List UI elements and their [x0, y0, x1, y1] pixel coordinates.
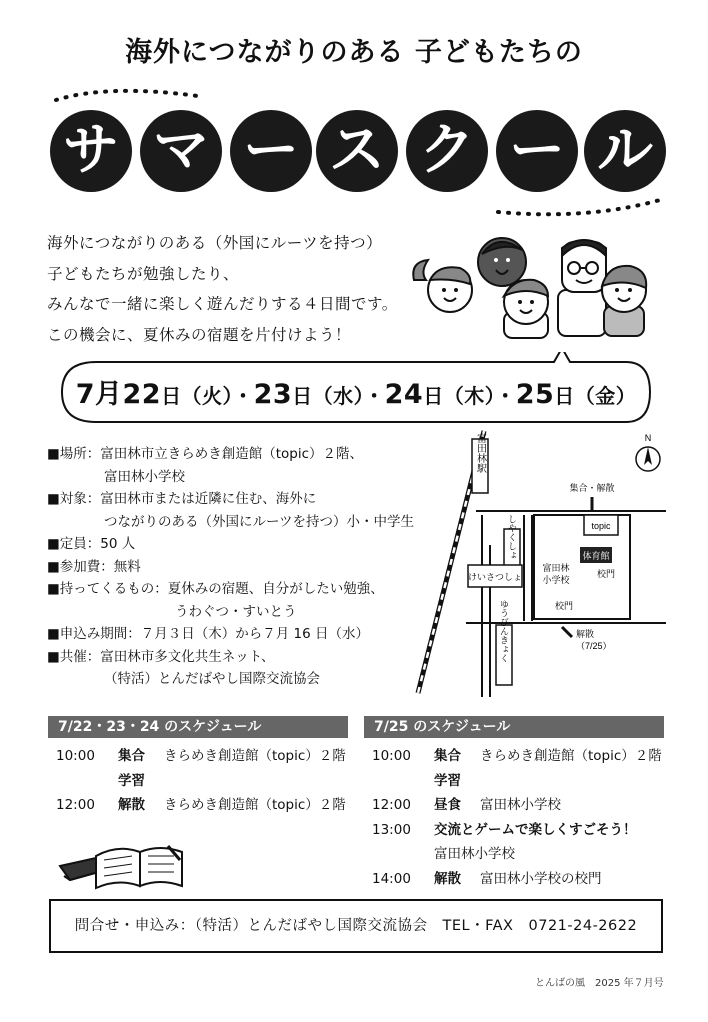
dismiss-arrow: [562, 627, 572, 637]
title-char-circle: ク: [406, 110, 488, 192]
detail-venue: ■場所：富田林市立きらめき創造館（topic）２階、: [47, 446, 364, 462]
schedule-row: 富田林小学校: [434, 846, 515, 862]
children-illustration: [408, 232, 668, 342]
access-map: [412, 425, 668, 697]
detail-target-2: つながりのある（外国にルーツを持つ）小・中学生: [104, 513, 414, 530]
title-banner: [48, 88, 668, 218]
intro-line: 子どもたちが勉強したり、: [47, 264, 240, 283]
dismiss-label: 解散: [576, 629, 595, 639]
north-label: N: [644, 433, 652, 443]
city-hall-label: しやくしょ: [507, 514, 517, 560]
detail-host: ■共催：富田林市多文化共生ネット、: [47, 648, 275, 665]
schedule-row: 12:00 解散 きらめき創造館（topic）２階: [56, 797, 346, 813]
dismiss-date-label: （7/25）: [576, 641, 612, 651]
title-char-circle: マ: [140, 110, 222, 192]
schedule-row: 13:00 交流とゲームで楽しくすごそう！: [372, 821, 637, 838]
schedule-row: 12:00 昼食 富田林小学校: [372, 797, 561, 813]
title-char-circle: ス: [316, 110, 398, 192]
intro-line: この機会に、夏休みの宿題を片付けよう！: [47, 325, 352, 344]
detail-bring-2: うわぐつ・すいとう: [175, 603, 297, 620]
schedule-b-heading: 7/25 のスケジュール: [364, 716, 664, 738]
gate-label-east: 校門: [596, 569, 616, 579]
subtitle: 海外につながりのある 子どもたちの: [125, 37, 583, 68]
police-label: けいさつしょ: [467, 572, 523, 582]
intro-text: [47, 228, 407, 350]
school-label-2: 小学校: [542, 575, 570, 585]
detail-target: ■対象：富田林市または近隣に住む、海外に: [47, 491, 317, 507]
schedule-row: 学習: [434, 772, 461, 789]
title-char-circle: サ: [50, 110, 132, 192]
school-label-1: 富田林: [542, 563, 570, 573]
footer-publication: とんばの風 2025 年７月号: [535, 978, 664, 989]
assembly-label: 集合・解散: [569, 483, 615, 493]
schedule-row: 10:00 集合 きらめき創造館（topic）２階: [372, 748, 662, 764]
detail-fee: ■参加費：無料: [47, 558, 141, 575]
event-dates: 7月22日（火）・23日（水）・24日（木）・25日（金）: [75, 379, 637, 410]
event-details: [47, 443, 437, 691]
schedule-a: [56, 744, 356, 818]
detail-bring: ■持ってくるもの：夏休みの宿題、自分がしたい勉強、: [47, 581, 384, 597]
gate-label-south: 校門: [554, 601, 574, 611]
date-banner: [56, 352, 656, 430]
detail-venue-2: 富田林小学校: [104, 468, 185, 485]
title-char-circle: ル: [584, 110, 666, 192]
topic-label: topic: [591, 521, 611, 531]
title-char-circle: ー: [496, 110, 578, 192]
books-illustration: [56, 836, 186, 892]
gym-label: 体育館: [582, 551, 610, 561]
schedule-b: [372, 744, 672, 891]
title-char-circle: ー: [230, 110, 312, 192]
station-label: 富田林駅: [474, 433, 486, 473]
north-arrow: [636, 447, 660, 471]
intro-line: 海外につながりのある（外国にルーツを持つ）: [47, 234, 383, 252]
detail-capacity: ■定員：50 人: [47, 536, 136, 552]
contact-box: 問合せ・申込み：（特活）とんだばやし国際交流協会 TEL・FAX 0721-24-2622: [49, 899, 663, 953]
schedule-a-heading: 7/22・23・24 のスケジュール: [48, 716, 348, 738]
post-office-label: ゆうびんきょく: [499, 599, 509, 663]
schedule-row: 14:00 解散 富田林小学校の校門: [372, 870, 602, 887]
detail-deadline: ■申込み期間：７月３日（木）から７月 16 日（水）: [47, 626, 370, 642]
schedule-row: 10:00 集合 きらめき創造館（topic）２階: [56, 748, 346, 764]
intro-line: みんなで一緒に楽しく遊んだりする４日間です。: [47, 295, 398, 313]
detail-host-2: （特活）とんだばやし国際交流協会: [104, 671, 320, 687]
schedule-row: 学習: [118, 772, 145, 789]
